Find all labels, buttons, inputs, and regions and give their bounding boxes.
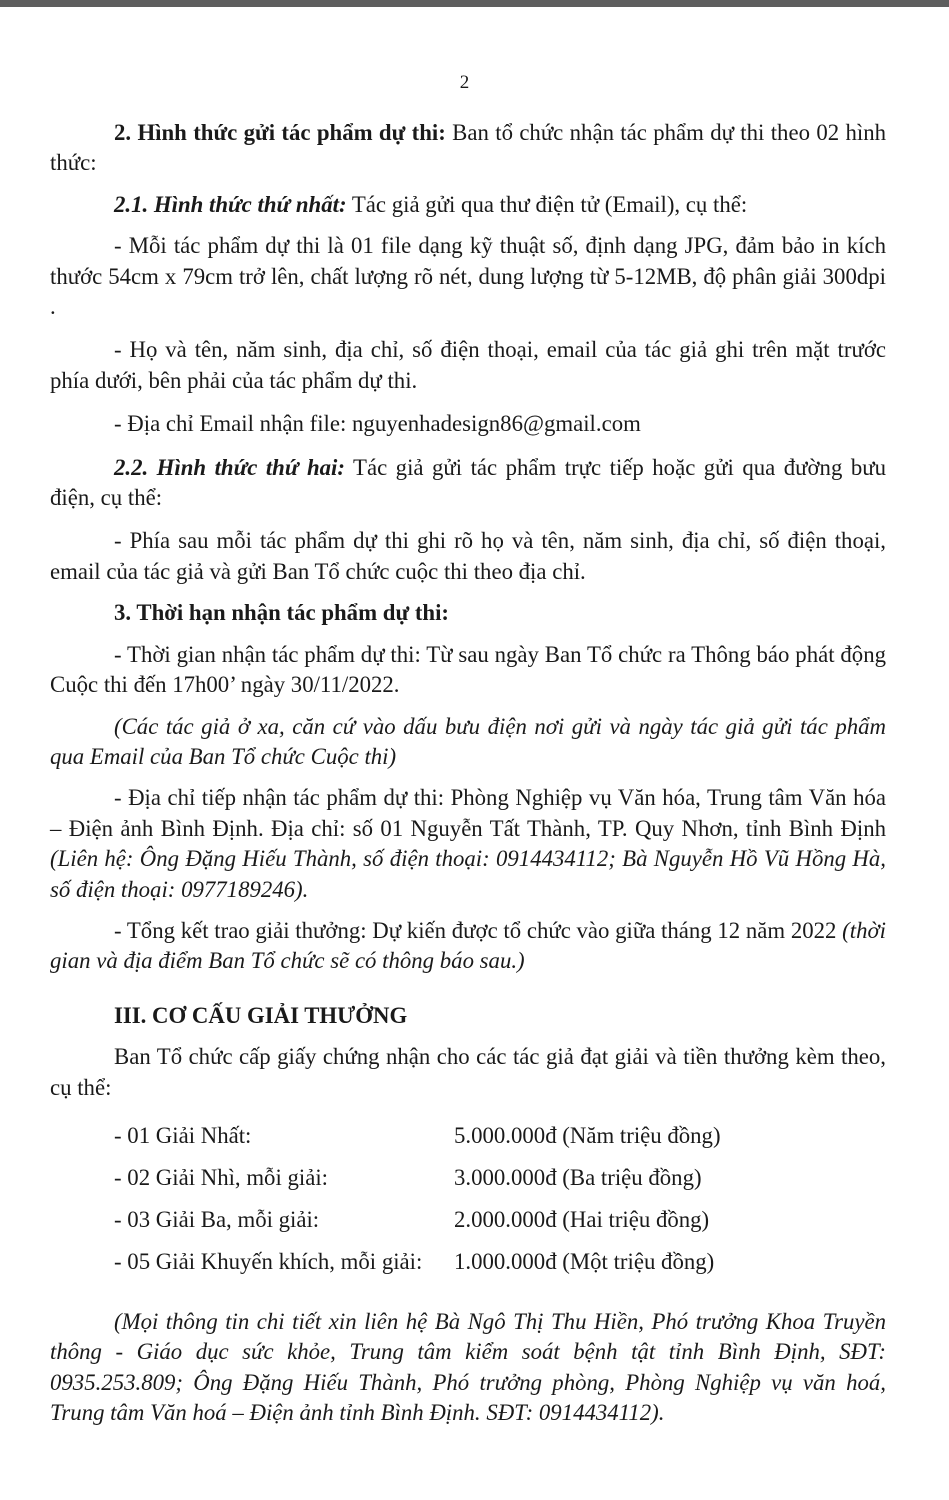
- contact-note: (Mọi thông tin chi tiết xin liên hệ Bà Ngô Thị Thu Hiền, Phó trưởng Khoa Truyền thông - Giáo dục sức khỏe, Trung tâm kiểm soát bệnh tật tỉnh Bình Định, SĐT: 0935.253.809; Ông Đặng Hiếu Thành, Phó trưởng phòng, Phòng Nghiệp vụ văn hoá, Trung tâm Văn hoá – Điện ảnh tỉnh Bình Định. SĐT: 0914434112).: [50, 1308, 886, 1426]
- prize-amount: 3.000.000đ (Ba triệu đồng): [454, 1164, 702, 1190]
- prize-row: [50, 1115, 886, 1157]
- prize-amount: 1.000.000đ (Một triệu đồng): [454, 1248, 715, 1274]
- section-3-heading-text: 3. Thời hạn nhận tác phẩm dự thi:: [114, 600, 450, 626]
- prize-row: [50, 1199, 886, 1241]
- prize-row: [50, 1157, 886, 1199]
- section-2-1-paragraph: [50, 190, 886, 220]
- section-iii-title: III. CƠ CẤU GIẢI THƯỞNG: [114, 1002, 408, 1028]
- section-2-1-heading: 2.1. Hình thức thứ nhất:: [114, 191, 347, 217]
- section-2-1-item: - Mỗi tác phẩm dự thi là 01 file dạng kỹ thuật số, định dạng JPG, đảm bảo in kích thước 54cm x 79cm trở lên, chất lượng rõ nét, dung lượng từ 5-12MB, độ phân giải 300dpi .: [50, 233, 886, 320]
- section-3-summary: [50, 916, 886, 977]
- section-2-paragraph: [50, 118, 886, 179]
- prize-name: - 05 Giải Khuyến khích, mỗi giải:: [114, 1248, 423, 1274]
- section-2-1-email: - Địa chỉ Email nhận file: nguyenhadesign86@gmail.com: [114, 411, 641, 437]
- section-2-text: Ban tổ chức nhận tác phẩm dự thi theo 02 hình thức:: [50, 120, 886, 176]
- prize-name: - 03 Giải Ba, mỗi giải:: [114, 1206, 320, 1232]
- section-2-2-paragraph: [50, 453, 886, 514]
- section-3-time: - Thời gian nhận tác phẩm dự thi: Từ sau ngày Ban Tổ chức ra Thông báo phát động Cuộc thi đến 17h00’ ngày 30/11/2022.: [50, 641, 886, 698]
- prize-name: - 01 Giải Nhất:: [114, 1122, 252, 1148]
- section-3-time-note-text: (Các tác giả ở xa, căn cứ vào dấu bưu điện nơi gửi và ngày tác giả gửi tác phẩm qua Email của Ban Tổ chức Cuộc thi): [50, 713, 886, 769]
- section-2-heading: 2. Hình thức gửi tác phẩm dự thi:: [114, 120, 446, 145]
- section-2-2-heading: 2.2. Hình thức thứ hai:: [114, 454, 345, 480]
- prize-name: - 02 Giải Nhì, mỗi giải:: [114, 1164, 329, 1190]
- section-2-1-text: Tác giả gửi qua thư điện tử (Email), cụ thể:: [346, 191, 748, 217]
- document-body: [50, 118, 886, 1429]
- section-3-address-text: - Địa chỉ tiếp nhận tác phẩm dự thi: Phòng Nghiệp vụ Văn hóa, Trung tâm Văn hóa – Điện ảnh Bình Định. Địa chỉ: số 01 Nguyễn Tất Thành, TP. Quy Nhơn, tỉnh Bình Định: [50, 785, 886, 841]
- section-3-summary-note: (thời gian và địa điểm Ban Tổ chức sẽ có thông báo sau.): [50, 917, 886, 974]
- section-3-summary-text: - Tổng kết trao giải thưởng: Dự kiến được tổ chức vào giữa tháng 12 năm 2022: [114, 917, 843, 943]
- prize-list: [50, 1115, 886, 1283]
- section-2-2-text: Tác giả gửi tác phẩm trực tiếp hoặc gửi qua đường bưu điện, cụ thể:: [50, 454, 886, 511]
- section-3-time-note: [50, 712, 886, 773]
- section-2-1-item: - Họ và tên, năm sinh, địa chỉ, số điện thoại, email của tác giả ghi trên mặt trước phía dưới, bên phải của tác phẩm dự thi.: [50, 337, 886, 393]
- top-bar: [0, 0, 949, 7]
- section-2-2-item: - Phía sau mỗi tác phẩm dự thi ghi rõ họ và tên, năm sinh, địa chỉ, số điện thoại, email của tác giả và gửi Ban Tổ chức cuộc thi theo địa chỉ.: [50, 528, 886, 584]
- section-3-address: [50, 783, 886, 905]
- prize-amount: 2.000.000đ (Hai triệu đồng): [454, 1206, 710, 1232]
- page-number: 2: [459, 72, 470, 93]
- prize-amount: 5.000.000đ (Năm triệu đồng): [454, 1122, 721, 1148]
- section-3-heading: [50, 598, 886, 628]
- section-iii-intro: Ban Tổ chức cấp giấy chứng nhận cho các tác giả đạt giải và tiền thưởng kèm theo, cụ thể:: [50, 1044, 886, 1100]
- prize-row: [50, 1241, 886, 1283]
- section-3-address-contact: (Liên hệ: Ông Đặng Hiếu Thành, số điện thoại: 0914434112; Bà Nguyễn Hồ Vũ Hồng Hà, số điện thoại: 0977189246).: [50, 846, 886, 902]
